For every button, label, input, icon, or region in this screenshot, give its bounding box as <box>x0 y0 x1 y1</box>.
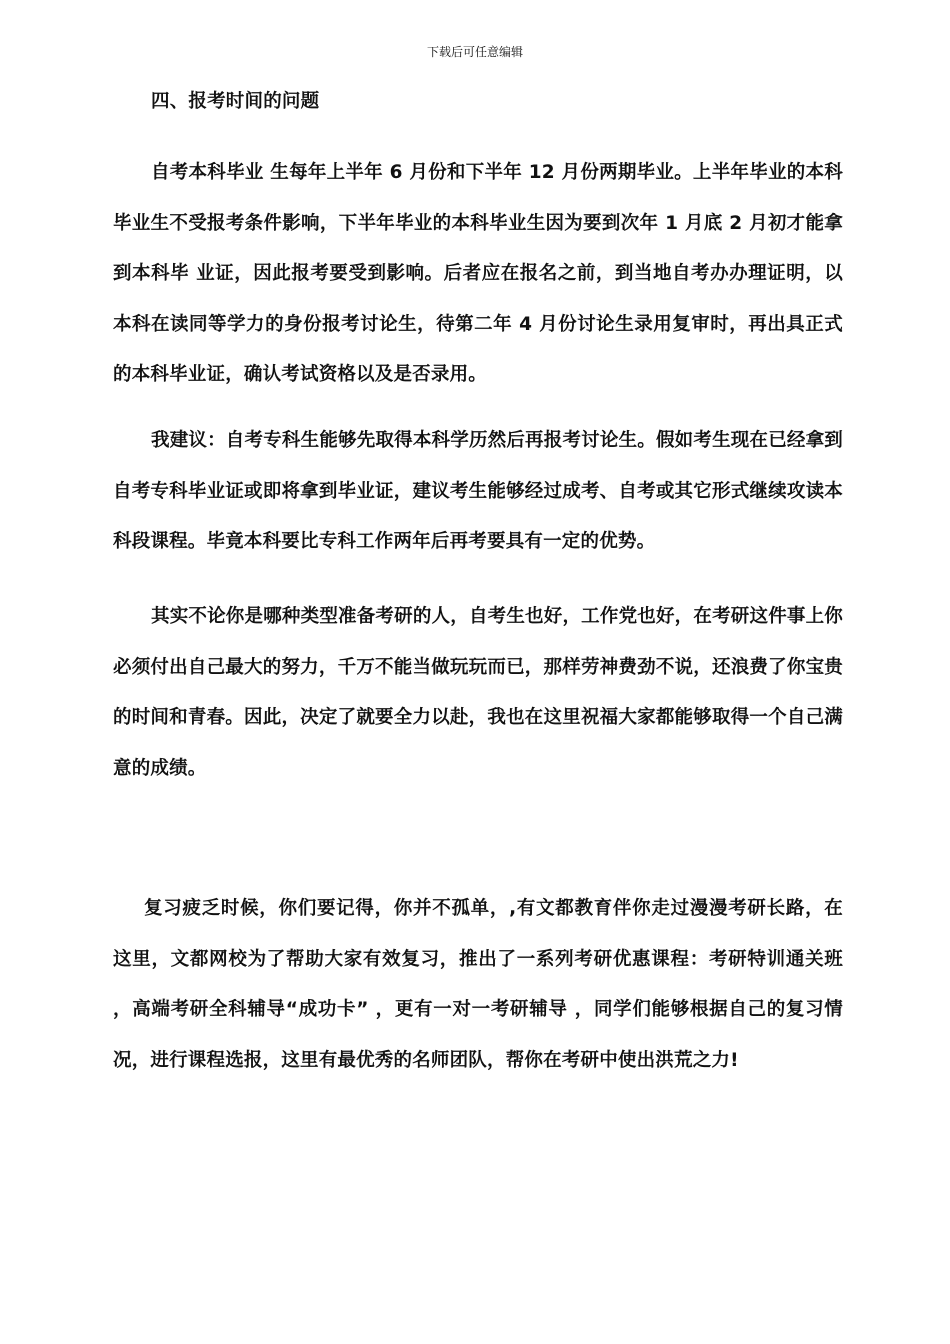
paragraph-graduation-timing: 自考本科毕业 生每年上半年 6 月份和下半年 12 月份两期毕业。上半年毕业的本科毕业生不受报考条件影响，下半年毕业的本科毕业生因为要到次年 1 月底 2 月初才能拿到本科毕 业证，因此报考要受到影响。后者应在报名之前，到当地自考办办理证明，以本科在读同等学力的身份报考讨论生，待第二年 4 月份讨论生录用复审时，再出具正式 的本科毕业证，确认考试资格以及是否录用。 <box>113 162 843 385</box>
paragraph-course-promotion: 复习疲乏时候，你们要记得，你并不孤单，,有文都教育伴你走过漫漫考研长路，在这里，文都网校为了帮助大家有效复习，推出了一系列考研优惠课程：考研特训通关班 ，高端考研全科辅导“成功卡” ，更有一对一考研辅导 ，同学们能够根据自己的复习情况，进行课程选报，这里有最优秀的名师团队，帮你在考研中使出洪荒之力! <box>113 898 843 1071</box>
section-heading: 四、报考时间的问题 <box>151 91 320 112</box>
paragraph-suggestion: 我建议：自考专科生能够先取得本科学历然后再报考讨论生。假如考生现在已经拿到自考专科毕业证或即将拿到毕业证，建议考生能够经过成考、自考或其它形式继续攻读本科段课程。毕竟本科要比专科工作两年后再考要具有一定的优势。 <box>113 430 843 552</box>
page-header: 下载后可任意编辑 <box>426 45 523 59</box>
paragraph-encouragement: 其实不论你是哪种类型准备考研的人，自考生也好，工作党也好，在考研这件事上你必须付出自己最大的努力，千万不能当做玩玩而已，那样劳神费劲不说，还浪费了你宝贵的时间和青春。因此，决定了就要全力以赴，我也在这里祝福大家都能够取得一个自己满意的成绩。 <box>113 606 843 779</box>
